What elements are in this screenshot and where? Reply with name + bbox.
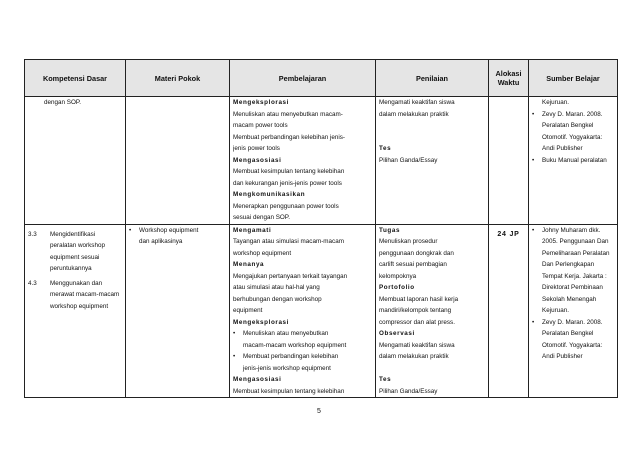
text-line: Pilihan Ganda/Essay	[379, 387, 438, 395]
text-line: workshop equipment	[233, 249, 292, 257]
row1-kompetensi-cell	[25, 97, 126, 225]
text-line: sesuai dengan SOP.	[233, 214, 290, 221]
text-line: Membuat perbandingan kelebihan jenis-	[233, 133, 346, 141]
bullet-item: • Johny Muharam dkk.	[532, 225, 614, 237]
row1-penilaian-cell	[376, 97, 489, 225]
reference-line: Tempat Kerja. Jakarta :	[542, 272, 607, 280]
row1-sumber-cell	[529, 97, 618, 225]
kd-line: merawat macam-macam	[50, 291, 120, 298]
text-line: penggunaan dongkrak dan	[379, 249, 454, 257]
reference-line: Peralatan Bengkel	[542, 122, 594, 129]
kd-item	[28, 252, 122, 264]
kd-number: 3.3	[28, 230, 37, 238]
bullet-item: • Zevy D. Maran. 2008.	[532, 109, 614, 121]
kd-item	[28, 263, 122, 275]
reference-line: Kejuruan.	[542, 307, 569, 314]
row1-kompetensi-text: dengan SOP.	[44, 99, 81, 106]
reference-line: Kejuruan.	[542, 99, 569, 106]
header-sumber-belajar: Sumber Belajar	[529, 60, 618, 97]
section-heading: Mengeksplorasi	[233, 318, 289, 326]
alokasi-value: 24 JP	[497, 230, 520, 238]
kd-line: Mengidentifikasi	[50, 230, 96, 238]
header-penilaian: Penilaian	[376, 60, 489, 97]
reference-line: Peralatan Bengkel	[542, 330, 594, 337]
text-line: equipment	[233, 307, 263, 314]
kd-line: peruntukannya	[50, 265, 92, 272]
text-line: dalam melakukan praktik	[379, 353, 449, 360]
section-heading: Mengasosiasi	[233, 156, 282, 164]
text-line: Mengamati keaktifan siswa	[379, 341, 455, 349]
text-line: atau simulasi atau hal-hal yang	[233, 284, 320, 291]
text-line: carlift sesuai pembagian	[379, 261, 447, 268]
row2-alokasi-cell	[489, 224, 529, 398]
text-line: Tayangan atau simulasi macam-macam	[233, 238, 344, 245]
text-line: Mengamati keaktifan siswa	[379, 99, 455, 106]
text-line: Menuliskan atau menyebutkan macam-	[233, 110, 343, 118]
section-heading: Tes	[379, 376, 392, 383]
text-line: Pilihan Ganda/Essay	[379, 156, 438, 164]
reference-line: Pemeliharaan Peralatan	[542, 249, 610, 257]
page-number: 5	[317, 408, 321, 415]
bullet-continuation: jenis-jenis workshop equipment	[243, 364, 331, 372]
bullet-item: • Menuliskan atau menyebutkan	[233, 328, 372, 340]
section-heading: Mengamati	[233, 226, 272, 234]
reference-line: Dan Perlengkapan	[542, 261, 595, 268]
kd-item	[28, 301, 122, 313]
text-line: macam power tools	[233, 122, 288, 129]
materi-bullet-item: • Workshop equipment	[129, 225, 226, 237]
header-alokasi-line2: Waktu	[497, 78, 520, 87]
table-row	[25, 224, 618, 398]
section-heading: Mengkomunikasikan	[233, 191, 306, 198]
section-heading: Portofolio	[379, 284, 415, 291]
text-line: jenis power tools	[233, 145, 280, 152]
row1-pembelajaran-cell	[230, 97, 376, 225]
table-row	[25, 97, 618, 225]
section-heading: Mengeksplorasi	[233, 99, 289, 106]
reference-line: Otomotif. Yogyakarta:	[542, 341, 603, 349]
kd-item	[28, 240, 122, 252]
reference-line: Andi Publisher	[542, 145, 583, 152]
row2-penilaian-cell	[376, 224, 489, 398]
kd-line: equipment sesuai	[50, 253, 100, 261]
kd-line: Menggunakan dan	[50, 279, 103, 287]
text-line	[379, 120, 485, 132]
text-line	[379, 132, 485, 144]
materi-line: dan aplikasinya	[139, 238, 183, 245]
text-line: Membuat laporan hasil kerja	[379, 295, 459, 303]
kd-number: 4.3	[28, 279, 37, 287]
header-alokasi-waktu	[489, 60, 529, 97]
bullet-continuation: macam-macam workshop equipment	[243, 341, 347, 349]
kd-item	[28, 289, 122, 301]
text-line: dan kekurangan jenis-jenis power tools	[233, 179, 342, 187]
section-heading: Tes	[379, 145, 392, 152]
section-heading: Menanya	[233, 261, 265, 268]
reference-line: 2005. Penggunaan Dan	[542, 238, 609, 245]
row1-alokasi-cell	[489, 97, 529, 225]
text-line	[379, 363, 485, 375]
header-pembelajaran: Pembelajaran	[230, 60, 376, 97]
text-line: Menuliskan prosedur	[379, 238, 438, 245]
section-heading: Tugas	[379, 226, 401, 234]
text-line: kelompoknya	[379, 272, 417, 280]
reference-line: Sekolah Menengah	[542, 295, 597, 303]
section-heading: Observasi	[379, 330, 415, 337]
section-heading: Mengasosiasi	[233, 376, 282, 383]
header-materi-pokok: Materi Pokok	[126, 60, 230, 97]
row2-pembelajaran-cell	[230, 224, 376, 398]
text-line: mandiri/kelompok tentang	[379, 307, 452, 314]
row2-materi-cell	[126, 224, 230, 398]
text-line: Menerapkan penggunaan power tools	[233, 202, 339, 210]
row2-kompetensi-cell	[25, 224, 126, 398]
kd-line: workshop equipment	[50, 302, 109, 310]
row2-sumber-cell	[529, 224, 618, 398]
reference-line: Andi Publisher	[542, 353, 583, 360]
header-kompetensi-dasar: Kompetensi Dasar	[25, 60, 126, 97]
bullet-item: • Membuat perbandingan kelebihan	[233, 351, 372, 363]
text-line: berhubungan dengan workshop	[233, 295, 322, 303]
table-header-row	[25, 60, 618, 97]
kd-item	[28, 229, 122, 241]
reference-line: Otomotif. Yogyakarta:	[542, 133, 603, 141]
syllabus-table	[24, 59, 618, 398]
row1-materi-cell	[126, 97, 230, 225]
kd-line: peralatan workshop	[50, 242, 105, 249]
text-line: dalam melakukan praktik	[379, 110, 449, 118]
header-alokasi-line1: Alokasi	[495, 69, 522, 78]
bullet-item: • Zevy D. Maran. 2008.	[532, 317, 614, 329]
bullet-item: • Buku Manual peralatan	[532, 155, 614, 167]
text-line: Membuat kesimpulan tentang kelebihan	[233, 168, 345, 175]
text-line: compressor dan alat press.	[379, 318, 455, 326]
reference-line: Direktorat Pembinaan	[542, 284, 603, 291]
text-line: Membuat kesimpulan tentang kelebihan	[233, 387, 345, 395]
text-line: Mengajukan pertanyaan terkait tayangan	[233, 272, 348, 280]
kd-item	[28, 278, 122, 290]
